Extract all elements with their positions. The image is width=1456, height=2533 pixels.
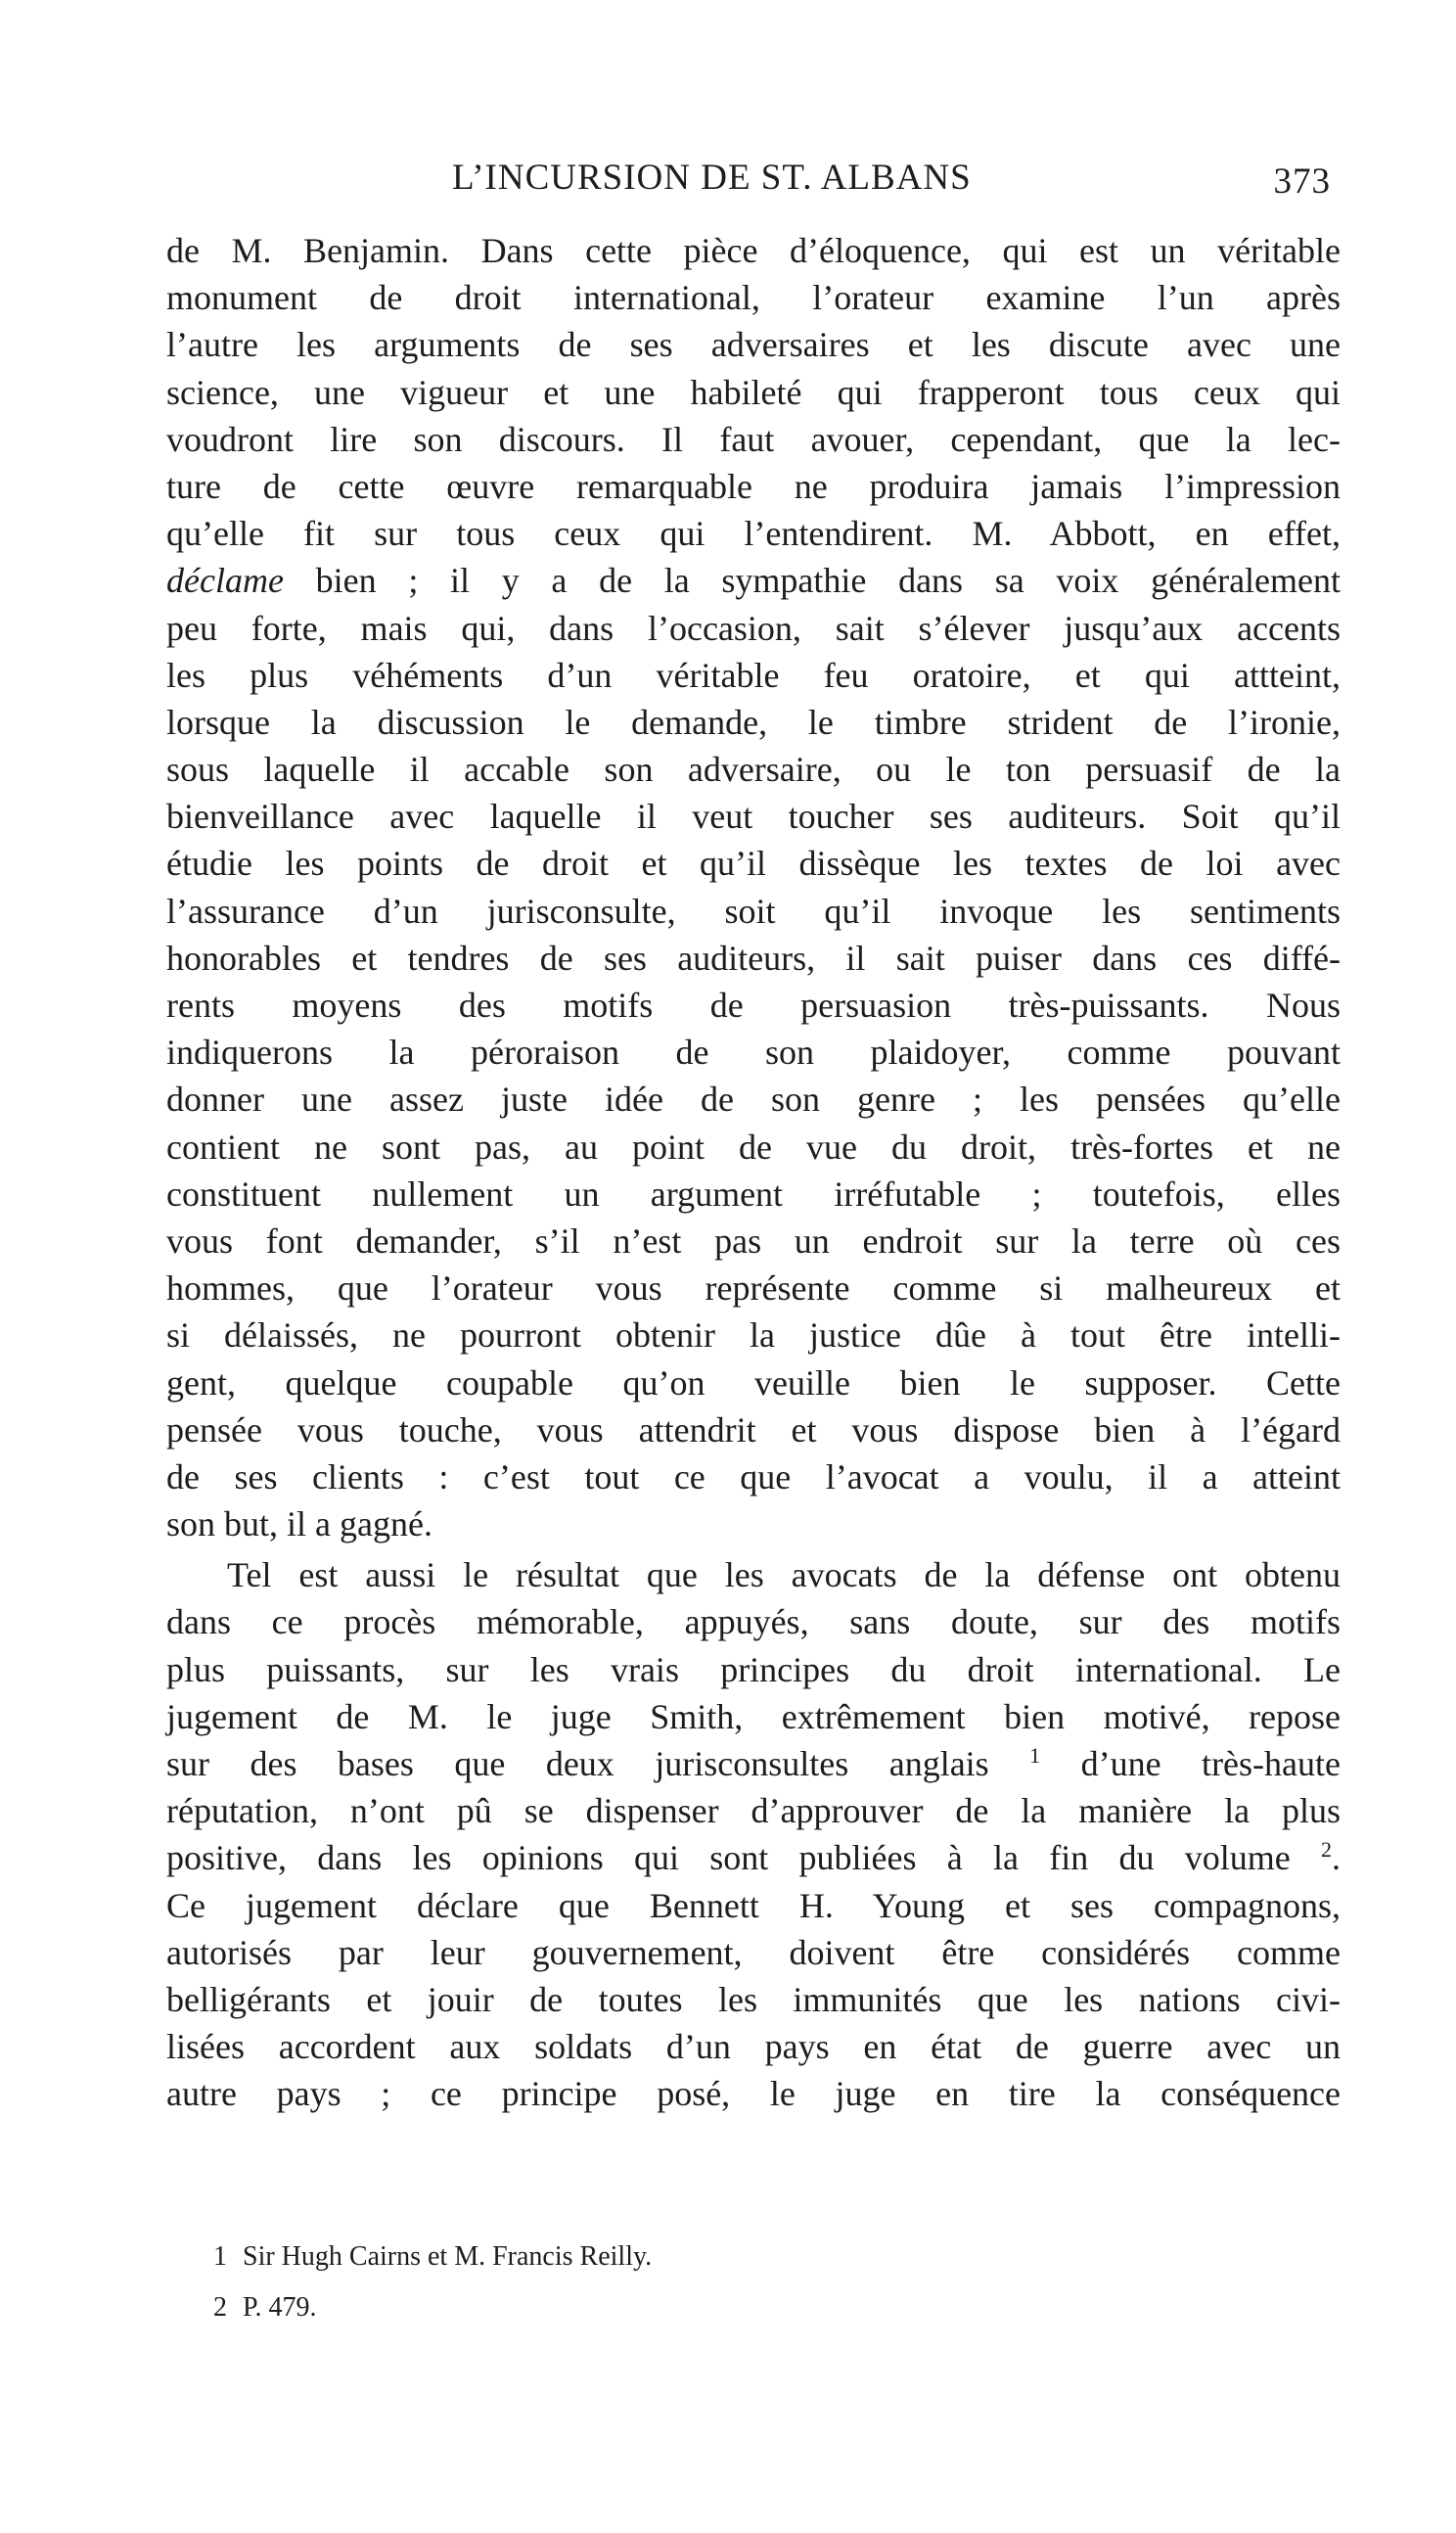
text-line: l’assurance d’un jurisconsulte, soit qu’il invoque les sentiments: [166, 891, 1341, 931]
text-line: sous laquelle il accable son adversaire, ou le ton persuasif de la: [166, 750, 1341, 790]
line-start: sur des bases que deux jurisconsultes anglais: [166, 1744, 989, 1783]
page-number: 373: [1273, 161, 1331, 202]
text-line: étudie les points de droit et qu’il dissèque les textes de loi avec: [166, 844, 1341, 884]
text-line: plus puissants, sur les vrais principes du droit international. Le: [166, 1649, 1341, 1689]
footnote-marker: 2: [1321, 1837, 1333, 1863]
text-line: lorsque la discussion le demande, le timbre strident de l’ironie,: [166, 702, 1341, 742]
text-line-with-italic: [166, 557, 1341, 604]
footnote: [213, 2232, 1094, 2282]
italic-word: déclame: [166, 561, 284, 601]
text-line: vous font demander, s’il n’est pas un endroit sur la terre où ces: [166, 1220, 1341, 1261]
text-line: de ses clients : c’est tout ce que l’avocat a voulu, il a atteint: [166, 1456, 1341, 1497]
footnotes: [213, 2232, 1094, 2333]
text-line: autorisés par leur gouvernement, doivent être considérés comme: [166, 1932, 1341, 1972]
text-line: indiquerons la péroraison de son plaidoyer, comme pouvant: [166, 1033, 1341, 1073]
text-line: autre pays ; ce principe posé, le juge en tire la conséquence: [166, 2074, 1341, 2114]
text-line: science, une vigueur et une habileté qui frapperont tous ceux qui: [166, 372, 1341, 412]
footnote-text: P. 479.: [243, 2292, 317, 2323]
line-end: d’une très-haute: [1080, 1744, 1341, 1783]
text-line: bienveillance avec laquelle il veut toucher ses auditeurs. Soit qu’il: [166, 797, 1341, 837]
text-line: voudront lire son discours. Il faut avouer, cependant, que la lec-: [166, 419, 1341, 459]
footnote-number: 2: [213, 2292, 227, 2323]
footnote-number: 1: [213, 2241, 227, 2272]
text-line: donner une assez juste idée de son genre ; les pensées qu’elle: [166, 1080, 1341, 1120]
running-title: L’INCURSION DE ST. ALBANS: [452, 158, 972, 198]
text-line-paragraph-start: Tel est aussi le résultat que les avocats de la défense ont obtenu: [227, 1555, 1341, 1595]
text-line: pensée vous touche, vous attendrit et vous dispose bien à l’égard: [166, 1409, 1341, 1450]
line-end: .: [1332, 1838, 1342, 1878]
running-head: [166, 157, 1341, 211]
text-line: qu’elle fit sur tous ceux qui l’entendirent. M. Abbott, en effet,: [166, 514, 1341, 554]
text-line: peu forte, mais qui, dans l’occasion, sait s’élever jusqu’aux accents: [166, 608, 1341, 648]
text-line: constituent nullement un argument irréfutable ; toutefois, elles: [166, 1174, 1341, 1214]
text-line-with-footnote-ref: [166, 1740, 1341, 1787]
footnote-marker: 1: [1029, 1743, 1041, 1768]
text-line: les plus véhéments d’un véritable feu oratoire, et qui attteint,: [166, 655, 1341, 695]
text-line: hommes, que l’orateur vous représente comme si malheureux et: [166, 1268, 1341, 1309]
line-start: positive, dans les opinions qui sont publiées à la fin du volume: [166, 1838, 1291, 1878]
text-line: ture de cette œuvre remarquable ne produira jamais l’impression: [166, 466, 1341, 506]
footnote-text: Sir Hugh Cairns et M. Francis Reilly.: [243, 2241, 653, 2272]
text-line: si délaissés, ne pourront obtenir la justice dûe à tout être intelli-: [166, 1315, 1341, 1356]
text-line: réputation, n’ont pû se dispenser d’approuver de la manière la plus: [166, 1791, 1341, 1831]
text-line: gent, quelque coupable qu’on veuille bien le supposer. Cette: [166, 1362, 1341, 1403]
footnote: [213, 2282, 1094, 2333]
text-line: belligérants et jouir de toutes les immunités que les nations civi-: [166, 1979, 1341, 2019]
text-line: de M. Benjamin. Dans cette pièce d’éloquence, qui est un véritable: [166, 231, 1341, 270]
line-remainder: bien ; il y a de la sympathie dans sa voix généralement: [315, 561, 1342, 601]
text-line: lisées accordent aux soldats d’un pays en état de guerre avec un: [166, 2027, 1341, 2067]
text-line: dans ce procès mémorable, appuyés, sans doute, sur des motifs: [166, 1602, 1341, 1642]
text-line-with-footnote-ref: [166, 1834, 1341, 1881]
text-line: Ce jugement déclare que Bennett H. Young et ses compagnons,: [166, 1885, 1341, 1925]
body-text: [166, 227, 1341, 2118]
text-line: honorables et tendres de ses auditeurs, il sait puiser dans ces diffé-: [166, 938, 1341, 978]
text-line: monument de droit international, l’orateur examine l’un après: [166, 278, 1341, 318]
text-line: rents moyens des motifs de persuasion très-puissants. Nous: [166, 986, 1341, 1025]
text-line: contient ne sont pas, au point de vue du droit, très-fortes et ne: [166, 1127, 1341, 1167]
text-line: l’autre les arguments de ses adversaires et les discute avec une: [166, 325, 1341, 365]
text-line-paragraph-end: son but, il a gagné.: [166, 1504, 432, 1544]
text-line: jugement de M. le juge Smith, extrêmement bien motivé, repose: [166, 1696, 1341, 1736]
